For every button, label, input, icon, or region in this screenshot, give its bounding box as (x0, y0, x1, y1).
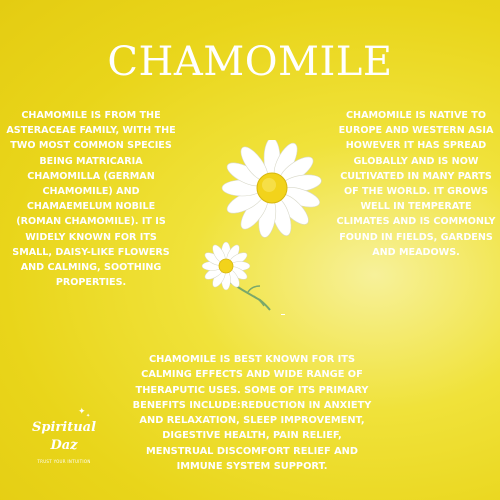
sparkle-icon: ✦ (78, 407, 86, 417)
origin-paragraph: CHAMOMILE IS FROM THE ASTERACEAE FAMILY, WITH THE TWO MOST COMMON SPECIES BEING MATRICARIA CHAMOMILLA (GERMAN CHAMOMILE) AND CHAMAEMELUM NOBILE (ROMAN CHAMOMILE). IT IS WIDELY KNOWN FOR ITS SMALL, DAISY-LIKE FLOWERS AND CALMING, SOOTHING PROPERTIES. (6, 110, 176, 289)
benefits-paragraph: CHAMOMILE IS BEST KNOWN FOR ITS CALMING EFFECTS AND WIDE RANGE OF THERAPUTIC USES. SOME OF ITS PRIMARY BENEFITS INCLUDE:REDUCTION IN ANXIETY AND RELAXATION, SLEEP IMPROVEMENT, DIGESTIVE HEALTH, PAIN RELIEF, MENSTRUAL DISCOMFORT RELIEF AND IMMUNE SYSTEM SUPPORT. (132, 354, 372, 473)
logo-line2: Daz (50, 438, 78, 453)
sparkle-icon: ✦ (86, 413, 91, 419)
page-title: CHAMOMILE (107, 39, 393, 85)
chamomile-flowers-illustration (190, 140, 340, 320)
divider-mark (281, 314, 285, 315)
logo-tagline: TRUST YOUR INTUITION (37, 459, 91, 464)
brand-logo (26, 408, 102, 470)
habitat-paragraph: CHAMOMILE IS NATIVE TO EUROPE AND WESTERN ASIA HOWEVER IT HAS SPREAD GLOBALLY AND IS NOW CULTIVATED IN MANY PARTS OF THE WORLD. IT GROWS WELL IN TEMPERATE CLIMATES AND IS COMMONLY FOUND IN FIELDS, GARDENS AND MEADOWS. (336, 110, 496, 258)
logo-line1: Spiritual (31, 420, 97, 435)
